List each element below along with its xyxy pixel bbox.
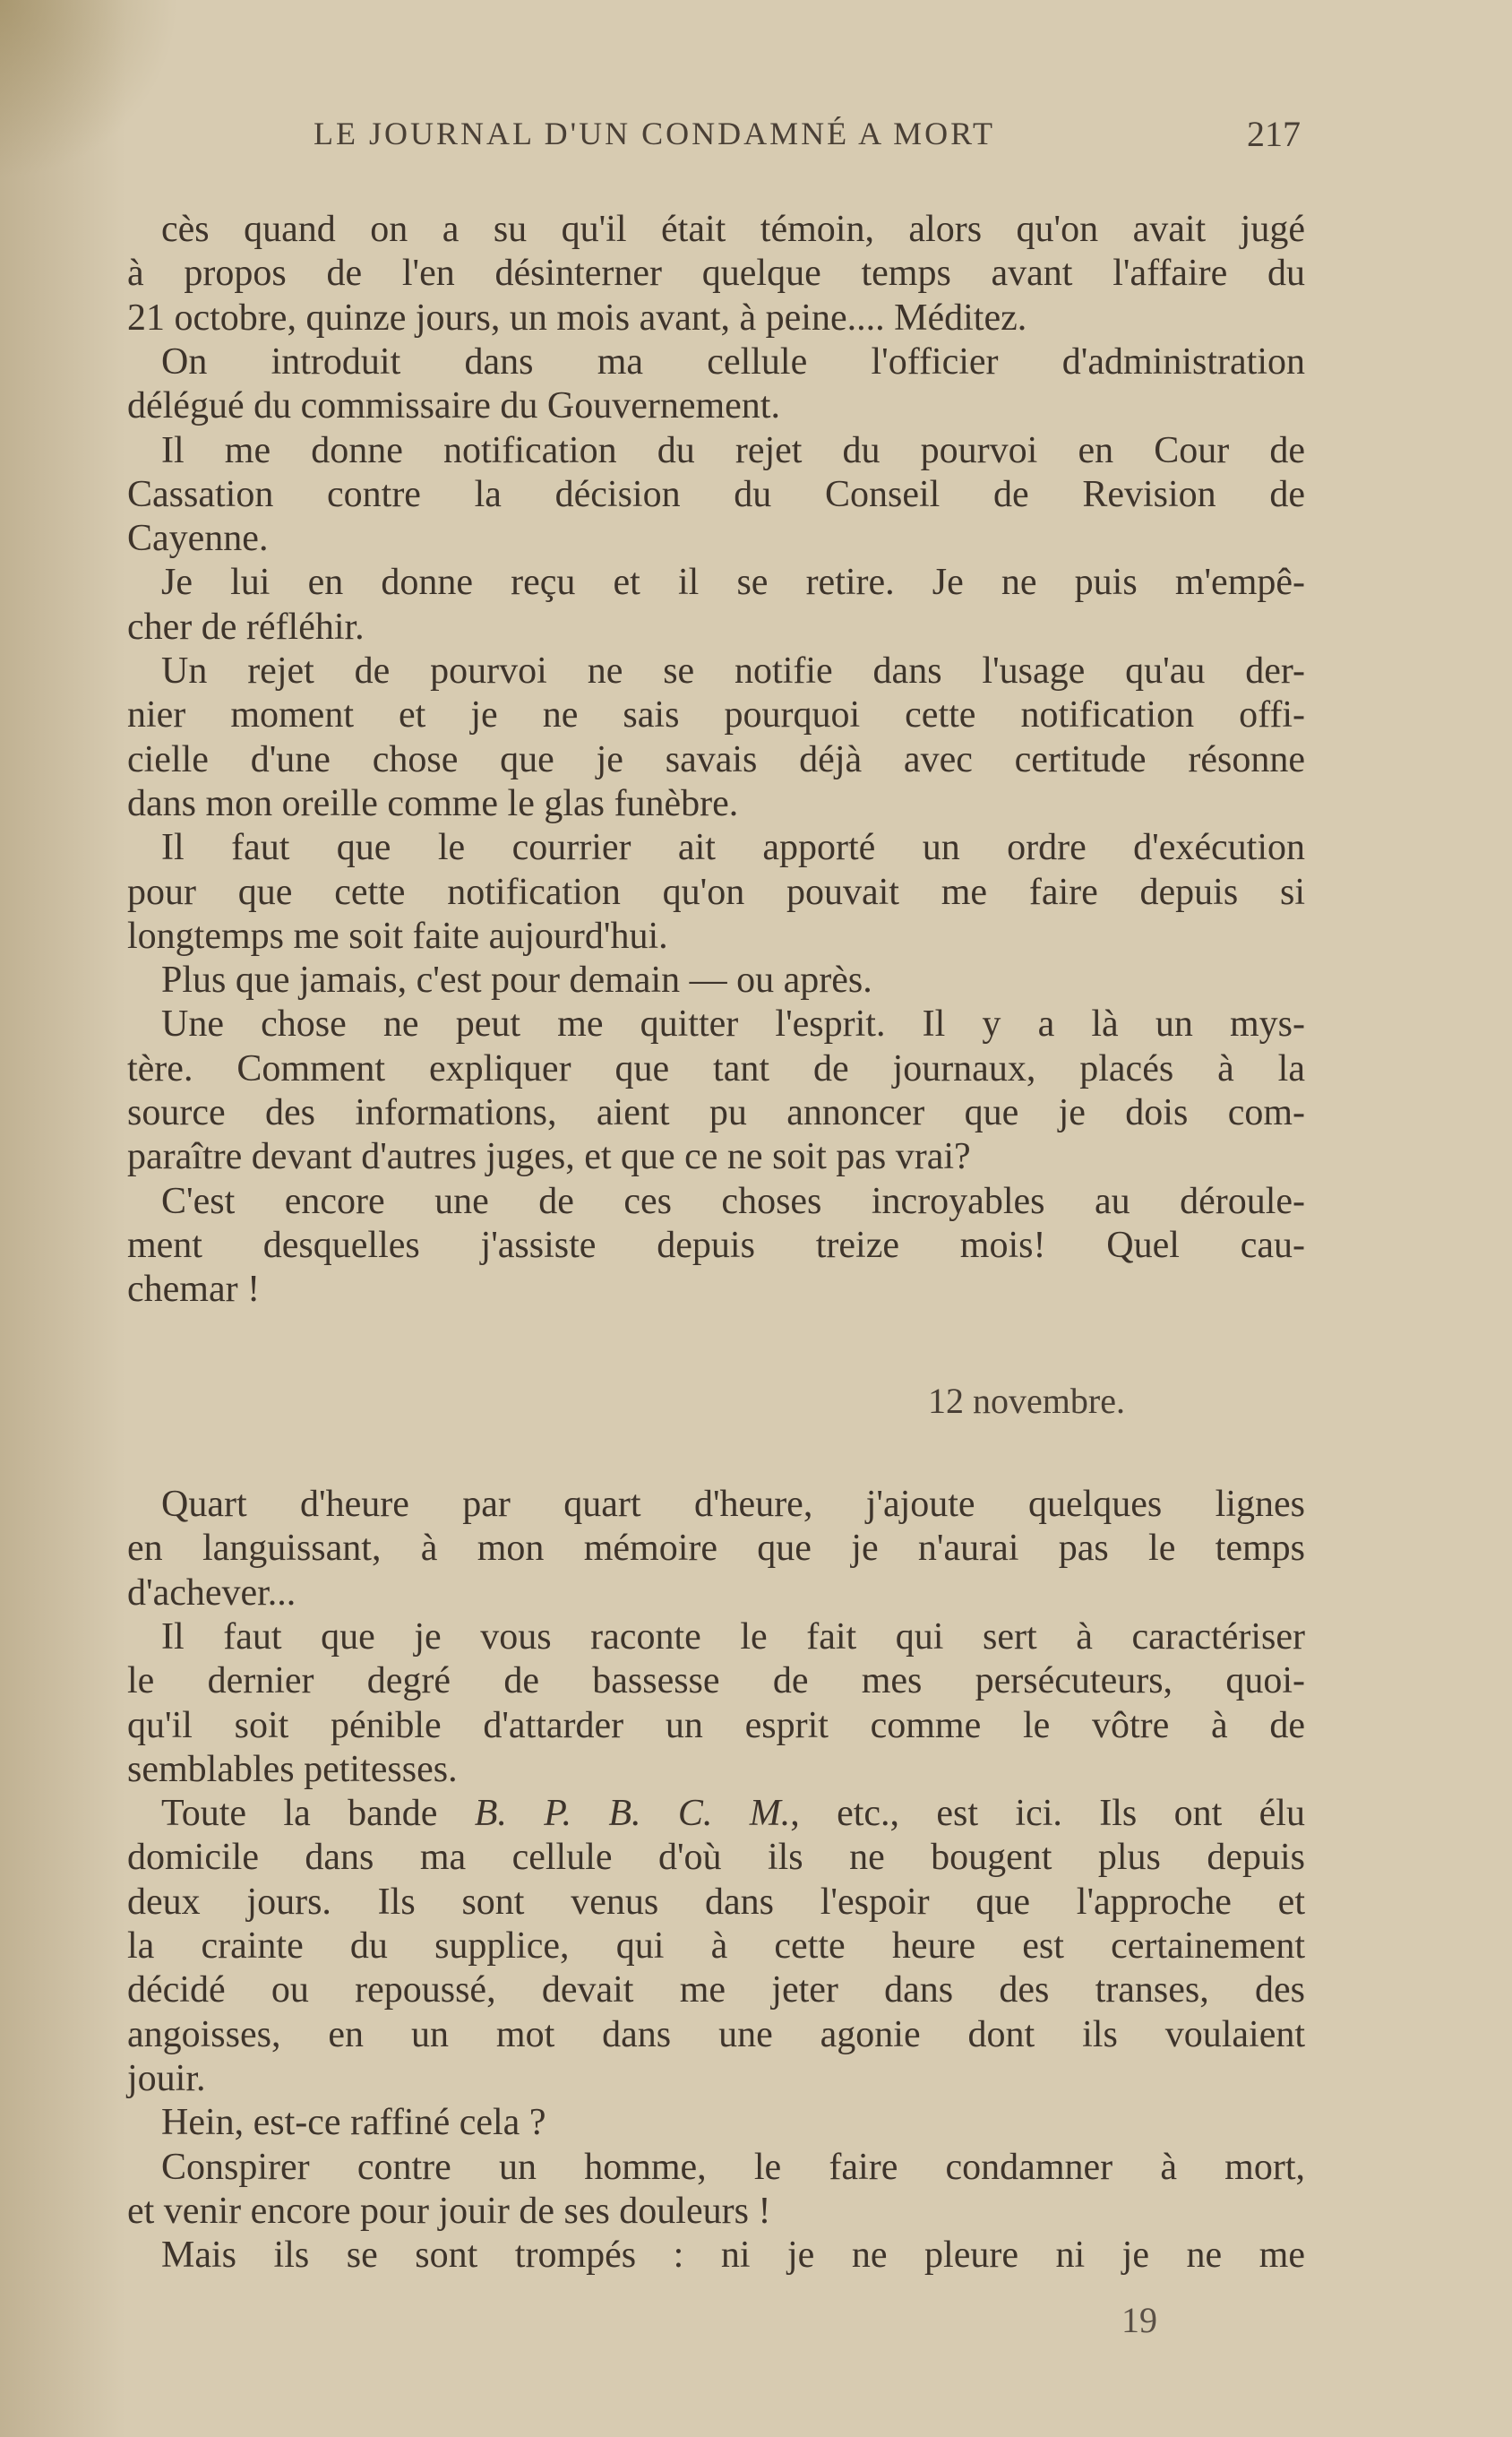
text-line: jouir. bbox=[127, 2057, 206, 2099]
page-number: 217 bbox=[1247, 114, 1301, 154]
text-line: cielle d'une chose que je savais déjà avec certitude résonne bbox=[127, 738, 1305, 780]
text-line: Une chose ne peut me quitter l'esprit. Il y a là un mys- bbox=[161, 1003, 1305, 1046]
text-line: longtemps me soit faite aujourd'hui. bbox=[127, 915, 668, 957]
text-line: semblables petitesses. bbox=[127, 1748, 458, 1790]
text-line: Cassation contre la décision du Conseil de Revision de bbox=[127, 473, 1305, 515]
text-segment: , etc., est ici. Ils ont élu bbox=[790, 1793, 1305, 1835]
text-line: source des informations, aient pu annoncer que je dois com- bbox=[127, 1092, 1305, 1133]
text-line: C'est encore une de ces choses incroyables au déroule- bbox=[161, 1180, 1305, 1222]
page-edge-shadow bbox=[0, 0, 125, 2437]
running-title: LE JOURNAL D'UN CONDAMNÉ A MORT bbox=[314, 116, 996, 151]
text-line: 21 octobre, quinze jours, un mois avant, à peine.... Méditez. bbox=[127, 297, 1027, 339]
text-line bbox=[161, 1792, 1305, 1836]
text-line: décidé ou repoussé, devait me jeter dans des transes, des bbox=[127, 1969, 1305, 2011]
text-line: domicile dans ma cellule d'où ils ne bougent plus depuis bbox=[127, 1837, 1305, 1879]
text-line: deux jours. Ils sont venus dans l'espoir que l'approche et bbox=[127, 1881, 1305, 1923]
page-corner-stain bbox=[0, 0, 179, 179]
text-line: Plus que jamais, c'est pour demain — ou après. bbox=[161, 960, 872, 1002]
text-line: paraître devant d'autres juges, et que ce ne soit pas vrai? bbox=[127, 1136, 971, 1178]
text-line: chemar ! bbox=[127, 1269, 261, 1311]
text-line: et venir encore pour jouir de ses douleurs ! bbox=[127, 2190, 771, 2232]
text-line: nier moment et je ne sais pourquoi cette notification offi- bbox=[127, 694, 1305, 736]
text-line: dans mon oreille comme le glas funèbre. bbox=[127, 782, 739, 824]
signature-mark: 19 bbox=[1121, 2300, 1157, 2340]
text-line: Conspirer contre un homme, le faire condamner à mort, bbox=[161, 2146, 1305, 2188]
text-line: On introduit dans ma cellule l'officier d'administration bbox=[161, 340, 1305, 383]
text-line: Mais ils se sont trompés : ni je ne pleure ni je ne me bbox=[161, 2235, 1305, 2277]
text-line: cès quand on a su qu'il était témoin, alors qu'on avait jugé bbox=[161, 209, 1305, 250]
text-line: en languissant, à mon mémoire que je n'aurai pas le temps bbox=[127, 1528, 1305, 1570]
text-line: qu'il soit pénible d'attarder un esprit comme le vôtre à de bbox=[127, 1704, 1305, 1746]
text-line: pour que cette notification qu'on pouvait me faire depuis si bbox=[127, 871, 1305, 913]
text-line: Cayenne. bbox=[127, 518, 269, 560]
text-line: Quart d'heure par quart d'heure, j'ajoute quelques lignes bbox=[161, 1484, 1305, 1525]
text-line: la crainte du supplice, qui à cette heure est certainement bbox=[127, 1925, 1305, 1967]
text-line: Il faut que je vous raconte le fait qui sert à caractériser bbox=[161, 1615, 1305, 1658]
date-heading: 12 novembre. bbox=[928, 1381, 1125, 1421]
text-line: d'achever... bbox=[127, 1572, 296, 1614]
text-line: Hein, est-ce raffiné cela ? bbox=[161, 2102, 546, 2144]
text-segment: Toute la bande bbox=[161, 1793, 475, 1835]
text-line: Il me donne notification du rejet du pourvoi en Cour de bbox=[161, 429, 1305, 471]
text-line: Il faut que le courrier ait apporté un ordre d'exécution bbox=[161, 827, 1305, 869]
text-line: cher de réfléhir. bbox=[127, 606, 365, 648]
text-line: angoisses, en un mot dans une agonie dont ils voulaient bbox=[127, 2013, 1305, 2055]
text-line: Je lui en donne reçu et il se retire. Je ne puis m'empê- bbox=[161, 562, 1305, 604]
text-line: tère. Comment expliquer que tant de journaux, placés à la bbox=[127, 1047, 1305, 1089]
text-line: le dernier degré de bassesse de mes persécuteurs, quoi- bbox=[127, 1660, 1305, 1702]
text-line: à propos de l'en désinterner quelque temps avant l'affaire du bbox=[127, 253, 1305, 295]
text-line: délégué du commissaire du Gouvernement. bbox=[127, 385, 780, 427]
text-line: ment desquelles j'assiste depuis treize mois! Quel cau- bbox=[127, 1224, 1305, 1266]
italic-initials: B. P. B. C. M. bbox=[474, 1793, 791, 1835]
text-line: Un rejet de pourvoi ne se notifie dans l'usage qu'au der- bbox=[161, 650, 1305, 692]
